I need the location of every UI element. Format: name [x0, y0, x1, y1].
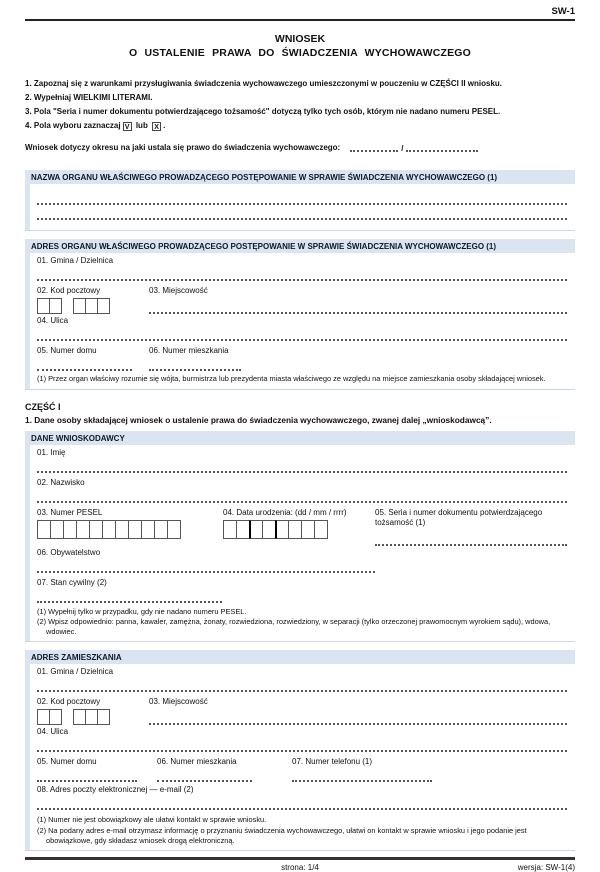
residence-phone-label: 07. Numer telefonu (1)	[292, 757, 373, 767]
applicant-lastname-field[interactable]	[37, 501, 567, 503]
applicant-firstname-label: 01. Imię	[37, 447, 66, 457]
period-from-field[interactable]	[350, 150, 398, 152]
residence-email-field[interactable]	[37, 808, 567, 810]
applicant-pesel-label: 03. Numer PESEL	[37, 507, 103, 517]
org-house-label: 05. Numer domu	[37, 346, 97, 355]
applicant-firstname-field[interactable]	[37, 471, 567, 473]
org-city-label: 03. Miejscowość	[149, 286, 208, 295]
section-org-address-header: ADRES ORGANU WŁAŚCIWEGO PROWADZĄCEGO POSTĘPOWANIE W SPRAWIE ŚWIADCZENIA WYCHOWAWCZEGO (1)	[25, 239, 575, 253]
section-applicant-header: DANE WNIOSKODAWCY	[25, 431, 575, 445]
applicant-footnote-2: (2) Wpisz odpowiednio: panna, kawaler, zamężna, żonaty, rozwiedziona, rozwiedziony, w separacji (tylko orzeczonej prawomocnym wyrokiem sądu), wdowa, wdowiec.	[37, 617, 551, 636]
residence-house-label: 05. Numer domu	[37, 757, 97, 767]
residence-city-label: 03. Miejscowość	[149, 697, 208, 707]
section-applicant	[25, 431, 575, 643]
applicant-docid-field[interactable]	[375, 544, 567, 546]
instruction-1: 1. Zapoznaj się z warunkami przysługiwania świadczenia wychowawczego umieszczonymi w pouczeniu w CZĘŚCI II wniosku.	[25, 79, 503, 88]
section-org-name	[25, 170, 575, 231]
residence-postal-label: 02. Kod pocztowy	[37, 697, 101, 707]
instruction-2: 2. Wypełniaj WIELKIMI LITERAMI.	[25, 93, 153, 102]
org-apartment-field[interactable]	[149, 369, 241, 371]
org-name-line-2[interactable]	[37, 218, 567, 220]
residence-footnote-2: (2) Na podany adres e-mail otrzymasz informację o przyznaniu świadczenia wychowawczego, ułatwi on kontakt w sprawie wniosku i jego podanie jest obowiązkowe, gdy składasz wniosek drogą elektroniczną.	[37, 825, 527, 845]
form-title-line1: WNIOSEK	[274, 33, 326, 45]
org-name-line-1[interactable]	[37, 203, 567, 205]
applicant-citizenship-label: 06. Obywatelstwo	[37, 547, 101, 557]
period-to-field[interactable]	[406, 150, 478, 152]
footer-page-number: strona: 1/4	[281, 863, 319, 872]
residence-apartment-label: 06. Numer mieszkania	[157, 757, 237, 767]
applicant-marital-label: 07. Stan cywilny (2)	[37, 577, 107, 587]
section-org-address	[25, 239, 575, 390]
instruction-3: 3. Pola "Seria i numer dokumentu potwierdzającego tożsamość" dotyczą tylko tych osób, którym nie nadano numeru PESEL.	[25, 107, 501, 116]
org-city-field[interactable]	[149, 312, 567, 314]
instruction-4: 4. Pola wyboru zaznaczaj V lub X .	[25, 121, 166, 131]
applicant-birthdate-boxes[interactable]	[223, 520, 375, 539]
residence-house-field[interactable]	[37, 780, 137, 782]
applicant-pesel-boxes[interactable]	[37, 520, 223, 539]
org-postal-boxes[interactable]	[37, 298, 149, 314]
applicant-lastname-label: 02. Nazwisko	[37, 477, 85, 487]
org-street-label: 04. Ulica	[37, 316, 69, 325]
org-gmina-label: 01. Gmina / Dzielnica	[37, 256, 114, 265]
top-rule	[25, 19, 575, 21]
form-title	[0, 33, 600, 59]
part1-heading: CZĘŚĆ I	[25, 401, 61, 412]
residence-street-field[interactable]	[37, 750, 567, 752]
footer-rule	[25, 857, 575, 860]
checkmark-x-icon: X	[152, 122, 161, 131]
residence-gmina-label: 01. Gmina / Dzielnica	[37, 667, 114, 677]
section-residence	[25, 650, 575, 851]
benefit-period-fields	[350, 143, 478, 152]
residence-gmina-field[interactable]	[37, 690, 567, 692]
residence-apartment-field[interactable]	[157, 780, 252, 782]
org-house-field[interactable]	[37, 369, 132, 371]
org-gmina-field[interactable]	[37, 279, 567, 281]
applicant-footnote-1: (1) Wypełnij tylko w przypadku, gdy nie nadano numeru PESEL.	[37, 606, 247, 616]
applicant-birthdate-label: 04. Data urodzenia: (dd / mm / rrrr)	[223, 507, 347, 517]
org-apartment-label: 06. Numer mieszkania	[149, 346, 229, 355]
residence-phone-field[interactable]	[292, 780, 432, 782]
residence-email-label: 08. Adres poczty elektronicznej — e-mail (2)	[37, 785, 194, 795]
footer-version: wersja: SW-1(4)	[517, 863, 575, 872]
section-org-name-header: NAZWA ORGANU WŁAŚCIWEGO PROWADZĄCEGO POSTĘPOWANIE W SPRAWIE ŚWIADCZENIA WYCHOWAWCZEGO (1)	[25, 170, 575, 184]
residence-postal-boxes[interactable]	[37, 709, 149, 725]
org-postal-label: 02. Kod pocztowy	[37, 286, 101, 295]
benefit-period-label: Wniosek dotyczy okresu na jaki ustala się prawo do świadczenia wychowawczego:	[25, 143, 341, 152]
period-slash: /	[401, 144, 404, 153]
residence-footnote-1: (1) Numer nie jest obowiązkowy ale ułatwi kontakt w sprawie wniosku.	[37, 815, 267, 825]
applicant-citizenship-field[interactable]	[37, 571, 375, 573]
residence-street-label: 04. Ulica	[37, 727, 69, 737]
section-residence-header: ADRES ZAMIESZKANIA	[25, 650, 575, 664]
form-code: SW-1	[551, 6, 575, 17]
part1-subheading: 1. Dane osoby składającej wniosek o ustalenie prawa do świadczenia wychowawczego, zwanej dalej „wnioskodawcą”.	[25, 414, 492, 425]
applicant-docid-label: 05. Seria i numer dokumentu potwierdzającego tożsamość (1)	[375, 507, 543, 527]
benefit-period-row	[25, 143, 575, 152]
checkmark-v-icon: V	[123, 122, 132, 131]
page-footer	[25, 857, 575, 872]
org-footnote-1: (1) Przez organ właściwy rozumie się wójta, burmistrza lub prezydenta miasta właściwego ze względu na miejsce zamieszkania osoby składającej wniosek.	[37, 374, 546, 383]
form-title-line2: O USTALENIE PRAWA DO ŚWIADCZENIA WYCHOWAWCZEGO	[128, 47, 472, 59]
applicant-marital-field[interactable]	[37, 601, 222, 603]
instructions-list	[25, 79, 575, 131]
org-street-field[interactable]	[37, 339, 567, 341]
residence-city-field[interactable]	[149, 723, 567, 725]
